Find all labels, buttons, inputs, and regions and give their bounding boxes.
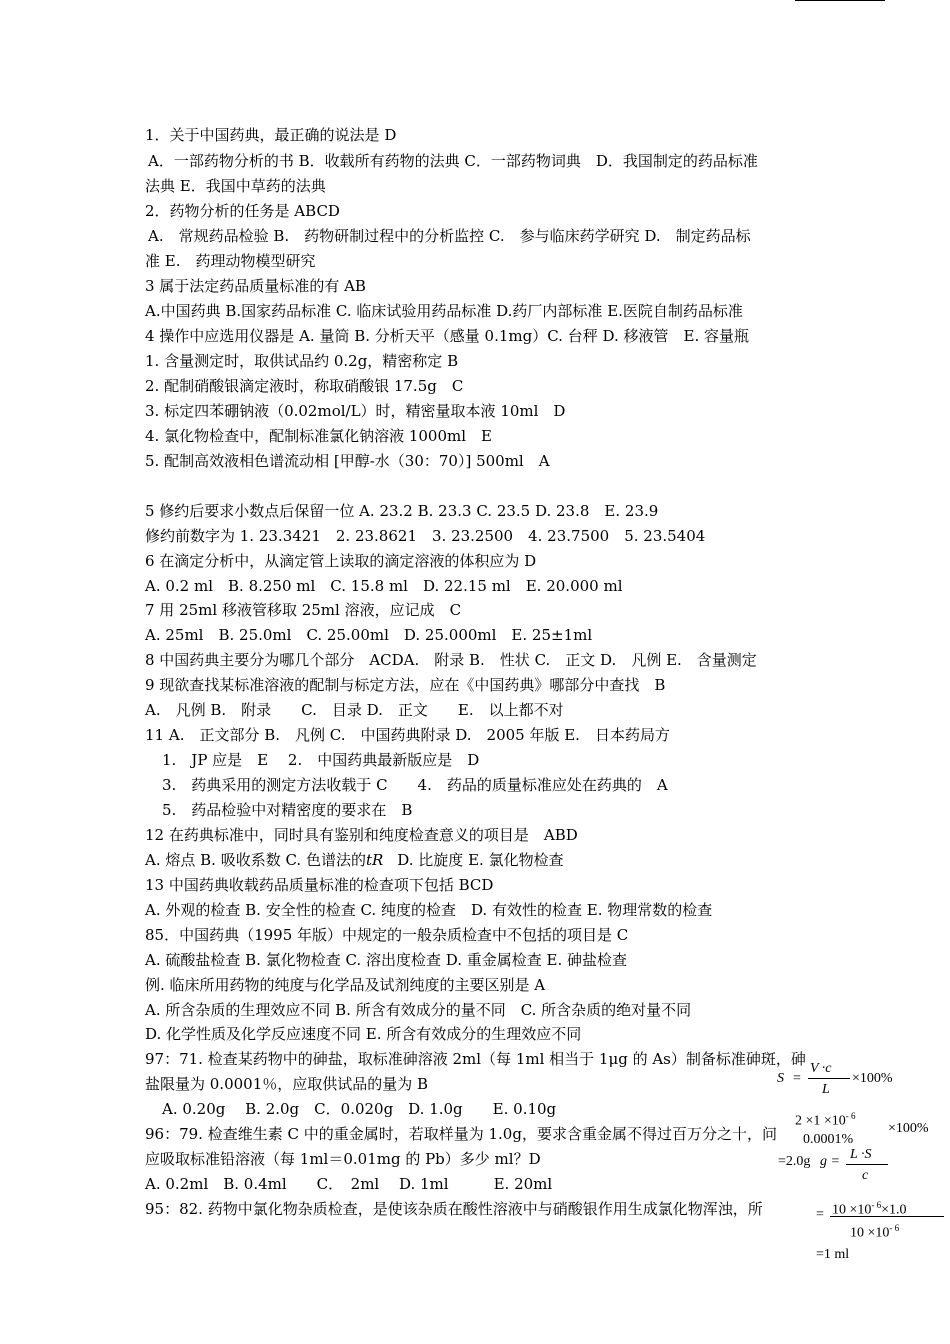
formula-exponent: - 6 xyxy=(845,1111,856,1121)
text-line: A. 0.2ml B. 0.4ml C． 2ml D. 1ml E. 20ml xyxy=(145,1175,553,1193)
text-line: A. 25ml B. 25.0ml C. 25.00ml D. 25.000ml E. 25±1ml xyxy=(145,626,593,644)
text-line: 3. 药典采用的测定方法收载于 C 4. 药品的质量标准应处在药典的 A xyxy=(162,776,668,794)
text-line: A. 硫酸盐检查 B. 氯化物检查 C. 溶出度检查 D. 重金属检查 E. 砷盐检查 xyxy=(145,951,627,969)
text-line: 1．关于中国药典，最正确的说法是 D xyxy=(145,126,397,144)
text-line: 1. JP 应是 E 2. 中国药典最新版应是 D xyxy=(162,751,480,769)
text-line: 5 修约后要求小数点后保留一位 A. 23.2 B. 23.3 C. 23.5 D. 23.8 E. 23.9 xyxy=(145,502,659,520)
text-line: 5. 配制高效液相色谱流动相 [甲醇-水（30：70）] 500ml A xyxy=(145,452,550,470)
formula-exponent: - 6 xyxy=(871,1200,882,1210)
text-line: 85．中国药典（1995 年版）中规定的一般杂质检查中不包括的项目是 C xyxy=(145,926,629,944)
text-line: 2. 配制硝酸银滴定液时，称取硝酸银 17.5g C xyxy=(145,377,464,395)
formula-result: =1 ml xyxy=(816,1247,850,1262)
text-line: 7 用 25ml 移液管移取 25ml 溶液，应记成 C xyxy=(145,601,462,619)
formula-denominator: L xyxy=(822,1082,830,1097)
text-line: 盐限量为 0.0001％，应取供试品的量为 B xyxy=(145,1075,429,1093)
formula-numerator: L ·S xyxy=(850,1147,872,1162)
formula-denominator: c xyxy=(862,1168,869,1183)
text-line: 8 中国药典主要分为哪几个部分 ACDA. 附录 B. 性状 C. 正文 D. 凡例 E. 含量测定 xyxy=(145,651,757,669)
text-line: 5. 药品检验中对精密度的要求在 B xyxy=(162,801,413,819)
formula-symbol-s: S xyxy=(777,1071,784,1086)
text-line: 例. 临床所用药物的纯度与化学品及试剂纯度的主要区别是 A xyxy=(145,976,546,994)
text-line: A.中国药典 B.国家药品标准 C. 临床试验用药品标准 D.药厂内部标准 E.医院自制药品标准 xyxy=(145,302,743,320)
formula-denominator: 0.0001% xyxy=(803,1132,854,1147)
formula-num-text: 2 ×1 ×10 xyxy=(795,1113,846,1129)
text-line: A．一部药物分析的书 B．收载所有药物的法典 C．一部药物词典 D．我国制定的药品标准 xyxy=(148,152,758,170)
text-line: 3 属于法定药品质量标准的有 AB xyxy=(145,277,366,295)
formula-exponent: - 6 xyxy=(889,1223,900,1233)
text-line: 1. 含量测定时，取供试品约 0.2g，精密称定 B xyxy=(145,352,459,370)
text-line xyxy=(145,850,564,870)
text-line: A. 所含杂质的生理效应不同 B. 所含有效成分的量不同 C. 所含杂质的绝对量不同 xyxy=(145,1001,692,1019)
text-line: 4. 氯化物检查中，配制标准氯化钠溶液 1000ml E xyxy=(145,427,492,445)
formula-tail: ×100% xyxy=(888,1121,929,1136)
text-line: A. 0.20g B. 2.0g C．0.020g D. 1.0g E. 0.10g xyxy=(162,1100,557,1118)
formula-tail: ×100% xyxy=(852,1071,893,1086)
formula-den-text: 10 ×10 xyxy=(850,1225,890,1241)
text-line: 准 E. 药理动物模型研究 xyxy=(145,252,316,270)
text-line: 13 中国药典收载药品质量标准的检查项下包括 BCD xyxy=(145,876,494,894)
text-line: 12 在药典标准中，同时具有鉴别和纯度检查意义的项目是 ABD xyxy=(145,826,578,844)
fraction-bar xyxy=(795,0,885,1)
text-line: 应吸取标准铅溶液（每 1ml＝0.01mg 的 Pb）多少 ml？D xyxy=(145,1150,541,1168)
text-line: 4 操作中应选用仪器是 A. 量筒 B. 分析天平（感量 0.1mg）C. 台秤 D. 移液管 E. 容量瓶 xyxy=(145,327,749,345)
text-line: 法典 E．我国中草药的法典 xyxy=(145,177,326,195)
text-line: A. 外观的检查 B. 安全性的检查 C. 纯度的检查 D. 有效性的检查 E. 物理常数的检查 xyxy=(145,901,713,919)
fraction-bar xyxy=(808,1078,850,1079)
text-line: 95：82. 药物中氯化物杂质检查，是使该杂质在酸性溶液中与硝酸银作用生成氯化物浑浊，所 xyxy=(145,1200,763,1218)
formula-result: =2.0g xyxy=(778,1154,811,1169)
formula-lhs: g = xyxy=(820,1154,840,1169)
text-line: 9 现欲查找某标准溶液的配制与标定方法，应在《中国药典》哪部分中查找 B xyxy=(145,676,666,694)
formula-equals: = xyxy=(793,1071,801,1086)
text-line: A. 0.2 ml B. 8.250 ml C. 15.8 ml D. 22.15 ml E. 20.000 ml xyxy=(145,577,623,595)
text-line: 修约前数字为 1. 23.3421 2. 23.8621 3. 23.2500 4. 23.7500 5. 23.5404 xyxy=(145,527,706,545)
tr-symbol: tR xyxy=(365,851,384,869)
text-segment: A. 熔点 B. 吸收系数 C. 色谱法的 xyxy=(145,851,366,869)
text-line: 97：71. 检查某药物中的砷盐，取标准砷溶液 2ml（每 1ml 相当于 1μg 的 As）制备标准砷斑，砷 xyxy=(145,1050,806,1068)
formula-denominator xyxy=(850,1220,899,1242)
text-line: A. 常规药品检验 B. 药物研制过程中的分析监控 C. 参与临床药学研究 D. 制定药品标 xyxy=(148,227,751,245)
text-segment: D. 比旋度 E. 氯化物检查 xyxy=(397,851,564,869)
text-line: 96：79. 检查维生素 C 中的重金属时，若取样量为 1.0g，要求含重金属不得过百万分之十，问 xyxy=(145,1125,777,1143)
text-line: 2．药物分析的任务是 ABCD xyxy=(145,202,340,220)
text-line: 3. 标定四苯硼钠液（0.02mol/L）时，精密量取本液 10ml D xyxy=(145,402,566,420)
text-line: A. 凡例 B. 附录 C. 目录 D. 正文 E. 以上都不对 xyxy=(145,701,564,719)
fraction-bar xyxy=(846,1164,888,1165)
text-line: 11 A. 正文部分 B. 凡例 C. 中国药典附录 D. 2005 年版 E. 日本药局方 xyxy=(145,726,670,744)
text-line: 6 在滴定分析中，从滴定管上读取的滴定溶液的体积应为 D xyxy=(145,552,537,570)
formula-numerator xyxy=(795,1108,856,1130)
text-line: D. 化学性质及化学反应速度不同 E. 所含有效成分的生理效应不同 xyxy=(145,1025,582,1043)
fraction-bar xyxy=(830,1216,944,1217)
formula-num-tail: ×1.0 xyxy=(881,1202,907,1218)
formula-equals: = xyxy=(816,1207,824,1222)
formula-numerator: V ·c xyxy=(810,1061,832,1076)
formula-num-text: 10 ×10 xyxy=(832,1202,872,1218)
